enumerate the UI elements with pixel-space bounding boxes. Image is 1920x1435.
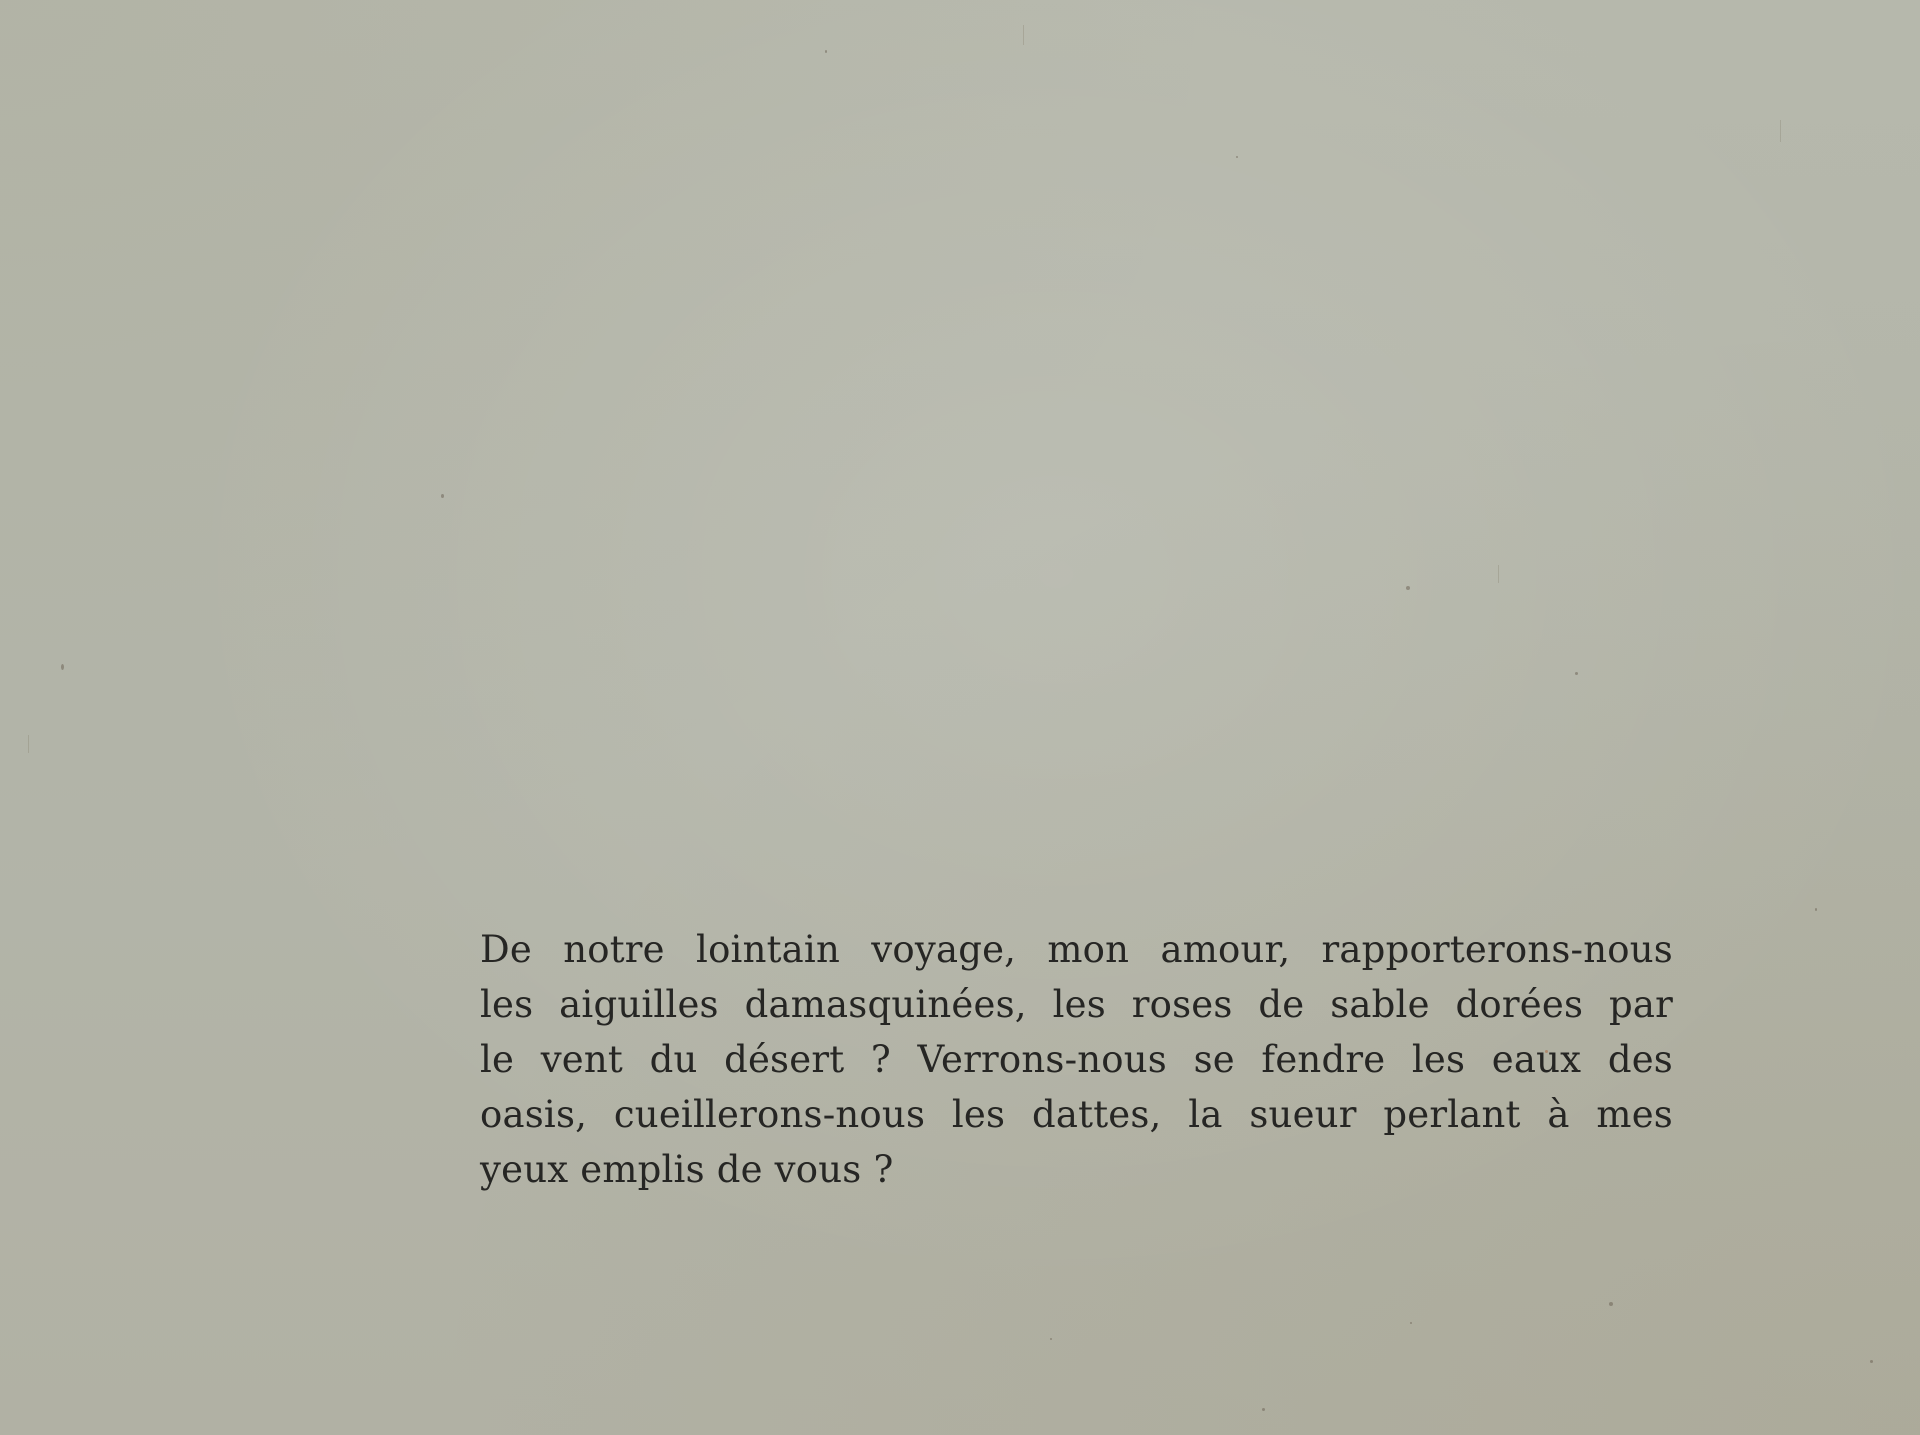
paper-speck <box>1410 1322 1412 1324</box>
paper-speck <box>1236 156 1238 158</box>
paper-fiber <box>1023 25 1024 45</box>
paper-speck <box>825 50 827 53</box>
paper-fiber <box>1780 120 1781 142</box>
poem-paragraph <box>480 922 1673 1197</box>
text-line: oasis, cueillerons-nous les dattes, la sueur perlant à mes <box>480 1093 1673 1136</box>
paper-fiber <box>1498 565 1499 583</box>
paper-fiber <box>28 735 29 753</box>
paper-speck <box>441 494 444 498</box>
paper-speck <box>1815 908 1817 911</box>
paper-speck <box>1609 1302 1613 1306</box>
text-line: le vent du désert ? Verrons-nous se fendre les eaux des <box>480 1038 1673 1081</box>
paper-speck <box>1870 1360 1873 1363</box>
paper-speck <box>1050 1338 1052 1340</box>
paper-speck <box>1262 1408 1265 1411</box>
paper-speck <box>1406 586 1410 590</box>
text-line: yeux emplis de vous ? <box>480 1148 894 1191</box>
text-line: De notre lointain voyage, mon amour, rapporterons-nous <box>480 928 1673 971</box>
text-line: les aiguilles damasquinées, les roses de sable dorées par <box>480 983 1673 1026</box>
paper-speck <box>1575 672 1578 675</box>
paper-speck <box>61 664 64 670</box>
